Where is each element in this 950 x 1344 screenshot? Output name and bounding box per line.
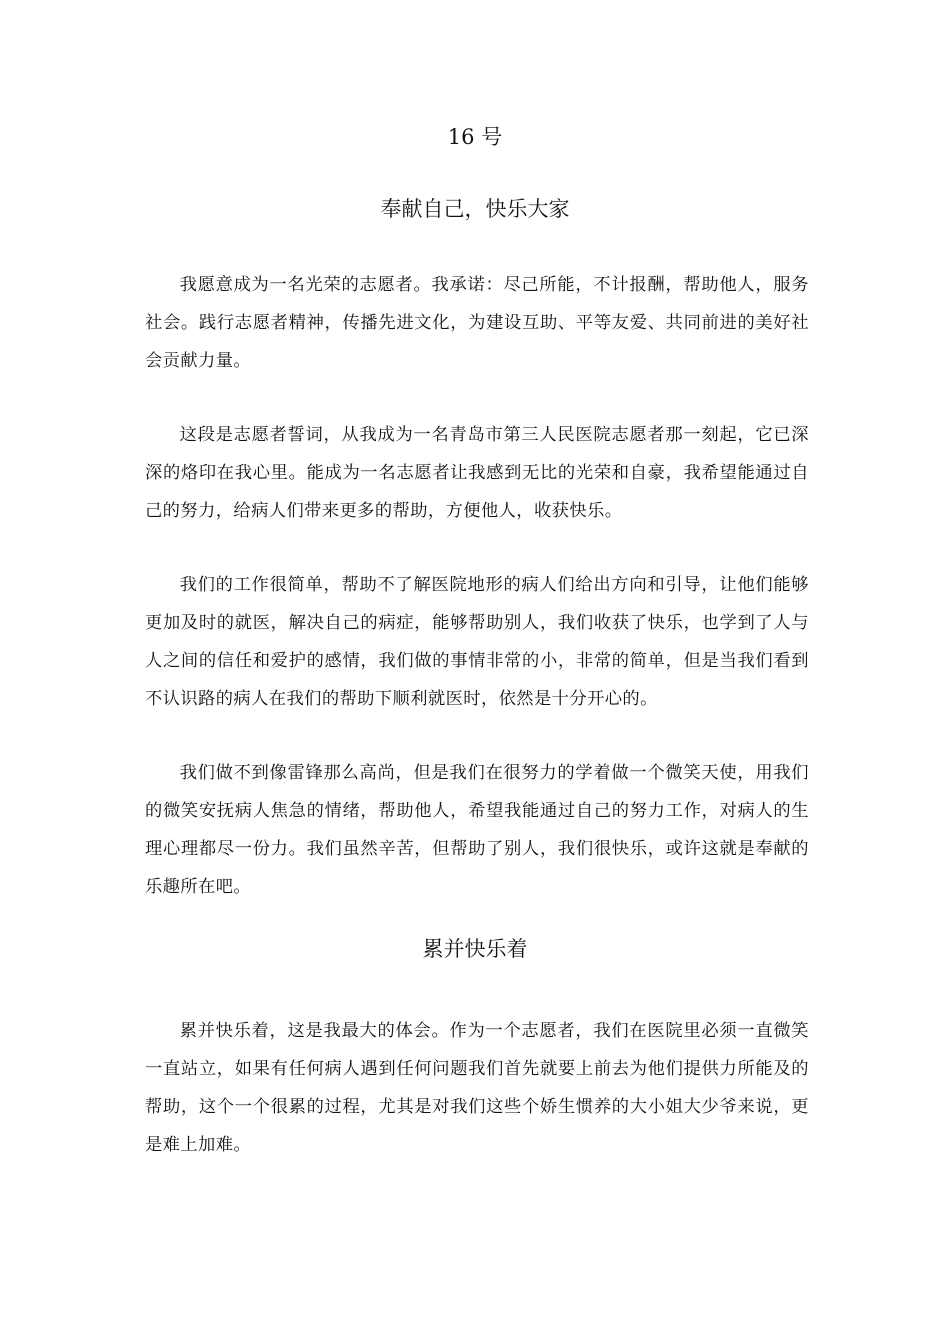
paragraph-tired-happy: 累并快乐着，这是我最大的体会。作为一个志愿者，我们在医院里必须一直微笑一直站立，如果有任何病人遇到任何问题我们首先就要上前去为他们提供力所能及的帮助，这个一个很累的过程，尤其是对我们这些个娇生惯养的大小姐大少爷来说，更是难上加难。 xyxy=(145,1021,809,1155)
paragraph-oath-meaning: 这段是志愿者誓词，从我成为一名青岛市第三人民医院志愿者那一刻起，它已深深的烙印在我心里。能成为一名志愿者让我感到无比的光荣和自豪，我希望能通过自己的努力，给病人们带来更多的帮助，方便他人，收获快乐。 xyxy=(145,425,809,521)
paragraph-angel: 我们做不到像雷锋那么高尚，但是我们在很努力的学着做一个微笑天使，用我们的微笑安抚病人焦急的情绪，帮助他人，希望我能通过自己的努力工作，对病人的生理心理都尽一份力。我们虽然辛苦，但帮助了别人，我们很快乐，或许这就是奉献的乐趣所在吧。 xyxy=(145,763,809,897)
document-number: 16 号 xyxy=(447,125,503,149)
paragraph-oath: 我愿意成为一名光荣的志愿者。我承诺：尽己所能，不计报酬，帮助他人，服务社会。践行志愿者精神，传播先进文化，为建设互助、平等友爱、共同前进的美好社会贡献力量。 xyxy=(145,275,809,371)
section-title: 累并快乐着 xyxy=(422,937,528,961)
paragraph-work: 我们的工作很简单，帮助不了解医院地形的病人们给出方向和引导，让他们能够更加及时的就医，解决自己的病症，能够帮助别人，我们收获了快乐，也学到了人与人之间的信任和爱护的感情，我们做的事情非常的小，非常的简单，但是当我们看到不认识路的病人在我们的帮助下顺利就医时，依然是十分开心的。 xyxy=(145,575,809,709)
article-title: 奉献自己，快乐大家 xyxy=(380,197,570,221)
